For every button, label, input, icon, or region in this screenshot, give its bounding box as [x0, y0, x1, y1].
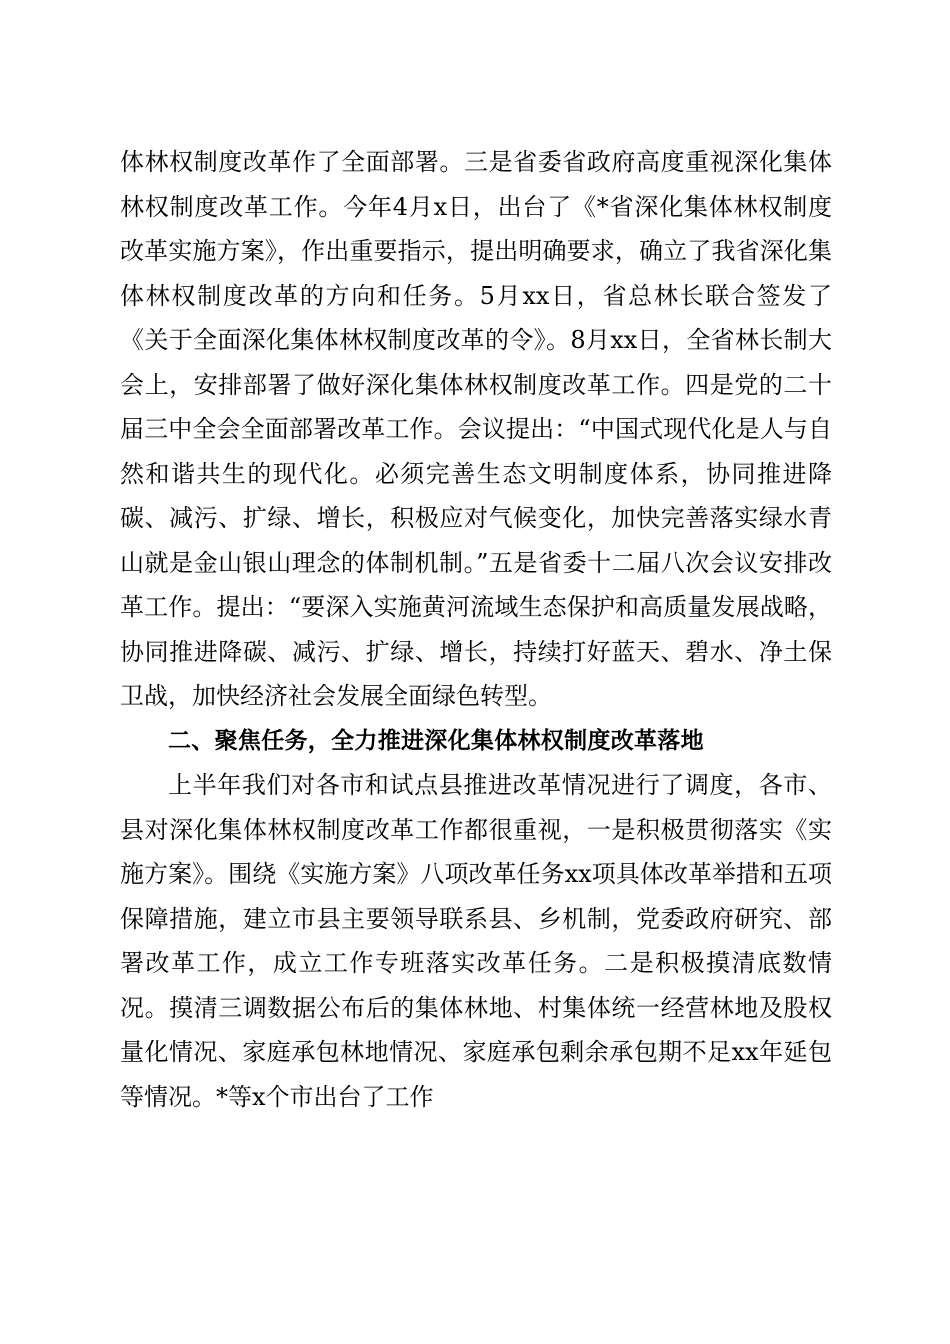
body-paragraph-continuation: 体林权制度改革作了全面部署。三是省委省政府高度重视深化集体林权制度改革工作。今年4月x日，出台了《*省深化集体林权制度改革实施方案》，作出重要指示，提出明确要求，确立了我省深化集体林权制度改革的方向和任务。5月xx日，省总林长联合签发了《关于全面深化集体林权制度改革的令》。8月xx日，全省林长制大会上，安排部署了做好深化集体林权制度改革工作。四是党的二十届三中全会全面部署改革工作。会议提出：“中国式现代化是人与自然和谐共生的现代化。必须完善生态文明制度体系，协同推进降碳、减污、扩绿、增长，积极应对气候变化，加快完善落实绿水青山就是金山银山理念的体制机制。”五是省委十二届八次会议安排改革工作。提出：“要深入实施黄河流域生态保护和高质量发展战略，协同推进降碳、减污、扩绿、增长，持续打好蓝天、碧水、净土保卫战，加快经济社会发展全面绿色转型。: [120, 148, 832, 710]
body-paragraph: 上半年我们对各市和试点县推进改革情况进行了调度，各市、县对深化集体林权制度改革工作都很重视，一是积极贯彻落实《实施方案》。围绕《实施方案》八项改革任务xx项具体改革举措和五项保障措施，建立市县主要领导联系县、乡机制，党委政府研究、部署改革工作，成立工作专班落实改革任务。二是积极摸清底数情况。摸清三调数据公布后的集体林地、村集体统一经营林地及股权量化情况、家庭承包林地情况、家庭承包剩余承包期不足xx年延包等情况。*等x个市出台了工作: [120, 771, 832, 1111]
section-heading: 二、聚焦任务，全力推进深化集体林权制度改革落地: [168, 727, 704, 754]
document-body: [120, 140, 832, 1119]
